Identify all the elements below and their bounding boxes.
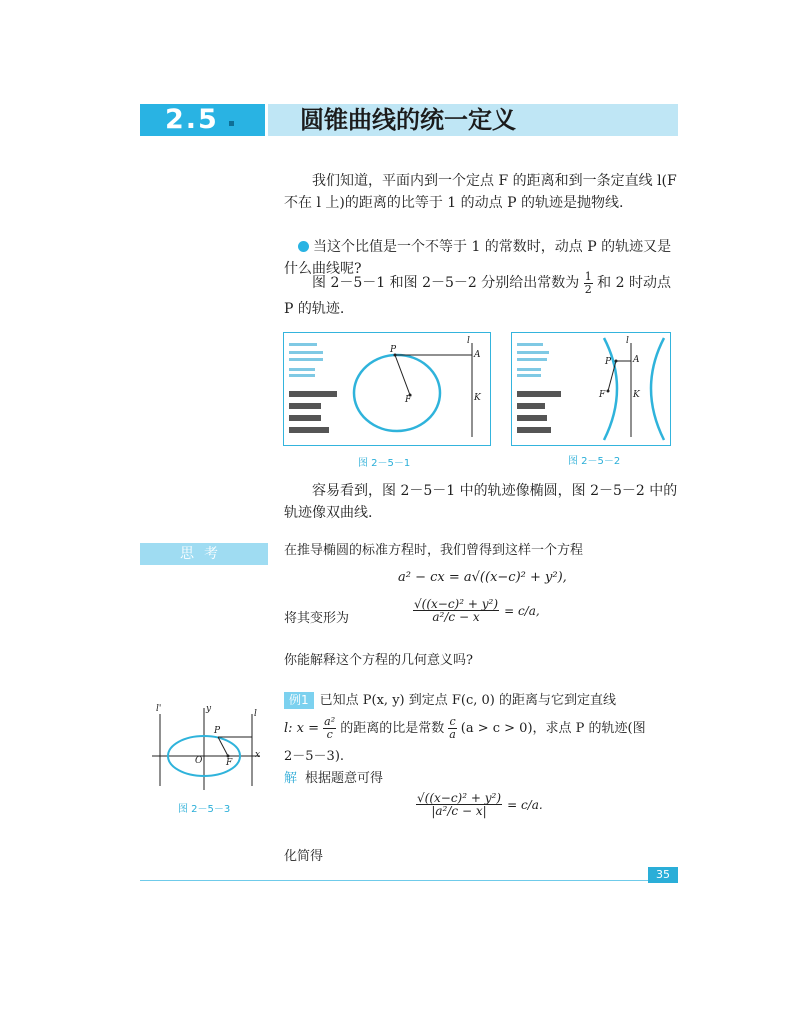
intro-paragraph: 我们知道，平面内到一个定点 F 的距离和到一条定直线 l(F 不在 l 上)的距离的比等于 1 的动点 P 的轨迹是抛物线. — [284, 173, 677, 211]
solution-rhs: = c/a. — [507, 798, 543, 812]
figure-intro-tail: 和 2 时动点 P 的轨迹. — [284, 275, 671, 317]
figure-2-5-2-caption: 图 2－5－2 — [568, 456, 621, 467]
ellipse-figure — [284, 333, 490, 445]
example-line-1 — [284, 690, 684, 712]
point-F-label-3: F — [226, 758, 233, 768]
footer-rule — [140, 880, 678, 881]
thinking-line-2: 将其变形为 — [284, 611, 350, 626]
observation-paragraph: 容易看到，图 2－5－1 中的轨迹像椭圆，图 2－5－2 中的轨迹像双曲线. — [284, 483, 678, 521]
simplify-line: 化简得 — [284, 849, 324, 864]
line-l-label-2: l — [626, 336, 629, 346]
example-text-3: (a > c > 0)，求点 P 的轨迹(图 — [460, 721, 646, 736]
figure-2-5-3 — [148, 704, 266, 794]
ellipse-axes-figure — [148, 704, 266, 794]
intro-question-text: 当这个比值是一个不等于 1 的常数时，动点 P 的轨迹又是什么曲线呢? — [284, 239, 672, 277]
example-text-1: 已知点 P(x, y) 到定点 F(c, 0) 的距离与它到定直线 — [319, 693, 616, 708]
equation-2-rhs: = c/a, — [504, 604, 540, 618]
example-line-3: 2－5－3). — [284, 749, 345, 764]
thinking-equation-1: a² − cx = a√((x−c)² + y²), — [398, 570, 567, 585]
example-line-2 — [284, 716, 684, 742]
point-F-label-2: F — [599, 390, 606, 400]
hyperbola-figure — [512, 333, 670, 445]
figure-2-5-3-caption: 图 2－5－3 — [178, 804, 231, 815]
figure-intro-text: 图 2－5－1 和图 2－5－2 分别给出常数为 — [312, 275, 580, 291]
section-dot — [229, 121, 234, 126]
line-lprime-label: l' — [156, 704, 162, 714]
equation-2-fraction: $\frac{\text{√((x−c)² + y²)}}{\text{a²/c − x}}$ — [414, 597, 498, 624]
thinking-label: 思考 — [140, 543, 268, 565]
line-l-label: l — [467, 336, 470, 346]
solution-text: 根据题意可得 — [305, 771, 384, 786]
figure-intro-paragraph — [284, 270, 679, 322]
bullet-dot — [298, 241, 309, 252]
half-fraction: $\frac{1}{2}$ — [584, 269, 592, 296]
c-over-a: $\frac{c}{a}$ — [449, 715, 456, 741]
thinking-line-3: 你能解释这个方程的几何意义吗? — [284, 653, 473, 668]
solution-tag: 解 — [284, 771, 298, 786]
figure-2-5-2 — [511, 332, 671, 446]
example-line-equation: l: x = — [284, 721, 320, 736]
section-title: 圆锥曲线的统一定义 — [300, 106, 516, 134]
example-tag: 例1 — [284, 692, 314, 709]
point-P-label-3: P — [214, 726, 221, 736]
origin-O-label: O — [195, 756, 203, 766]
example-text-2: 的距离的比是常数 — [340, 721, 445, 736]
page-number: 35 — [648, 867, 678, 883]
thinking-equation-2 — [413, 598, 540, 623]
x-axis-label: x — [255, 750, 261, 760]
solution-fraction: $\frac{\text{√((x−c)² + y²)}}{\text{|a²/c − x|}}$ — [417, 791, 501, 818]
point-K-label: K — [474, 393, 481, 403]
solution-line — [284, 768, 383, 790]
point-F-label: F — [405, 395, 412, 405]
point-A-label-2: A — [633, 355, 640, 365]
a-squared-over-c: $\frac{\text{a²}}{c}$ — [324, 715, 336, 741]
thinking-line-1: 在推导椭圆的标准方程时，我们曾得到这样一个方程 — [284, 543, 584, 558]
figure-2-5-1-caption: 图 2－5－1 — [358, 458, 411, 469]
figure-2-5-1 — [283, 332, 491, 446]
solution-equation — [416, 792, 543, 817]
point-P-label-2: P — [605, 357, 612, 367]
point-K-label-2: K — [633, 390, 640, 400]
section-number: 2.5 — [165, 104, 219, 135]
line-l-label-3: l — [254, 709, 257, 719]
point-P-label: P — [390, 345, 397, 355]
point-A-label: A — [474, 350, 481, 360]
y-axis-label: y — [206, 704, 212, 714]
